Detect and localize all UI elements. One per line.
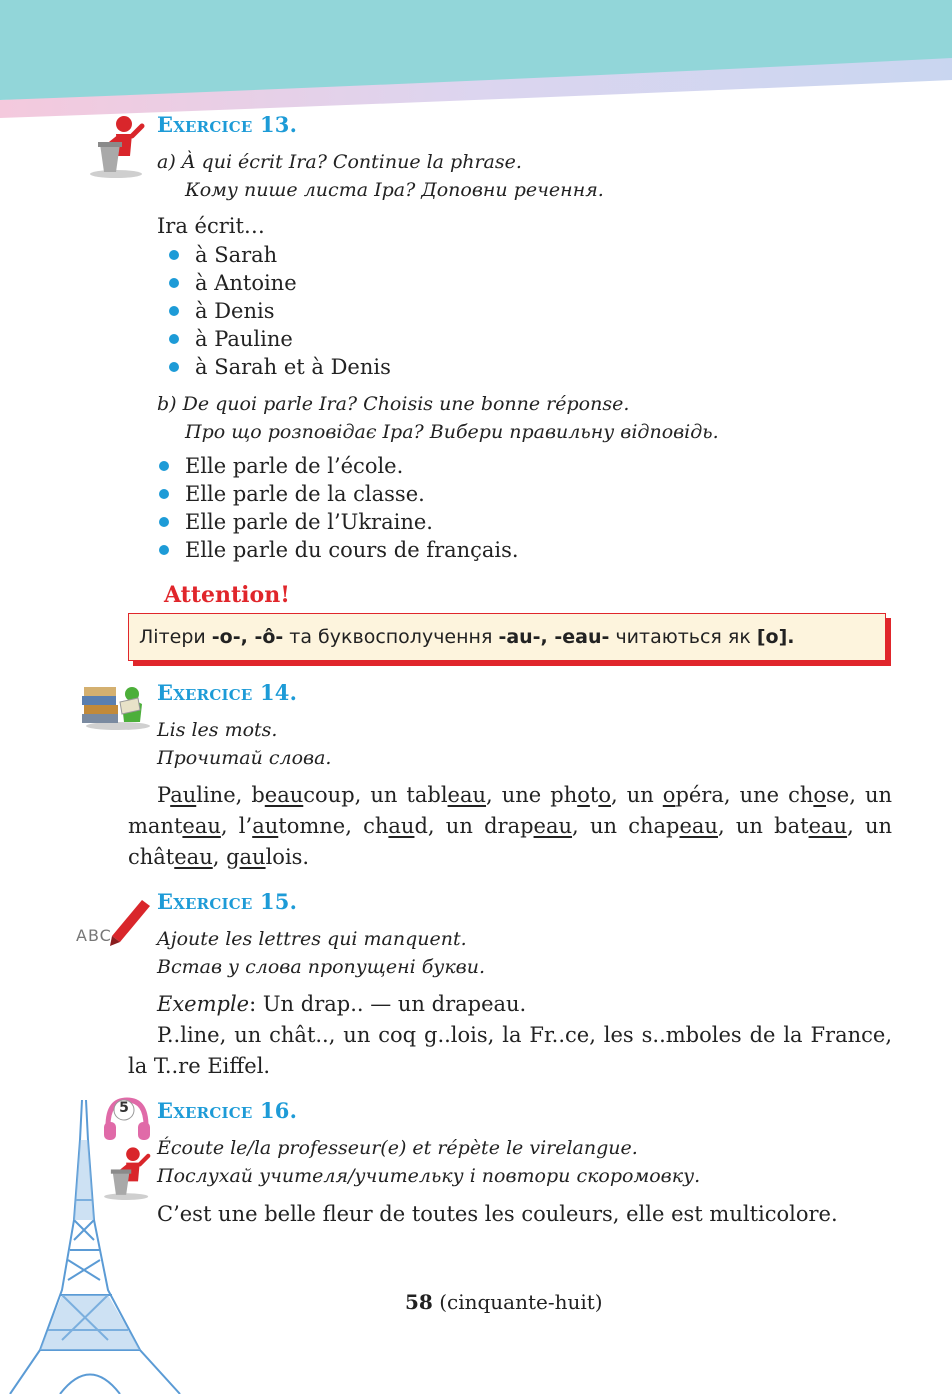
rule-text: читаються як	[609, 626, 757, 648]
exercise-15-instruction-fr: Ajoute les lettres qui manquent.	[157, 928, 467, 950]
audio-track-number: 5	[119, 1100, 129, 1116]
exercise-13-instruction-a-fr: a) À qui écrit Ira? Continue la phrase.	[157, 151, 522, 173]
answer-item: Elle parle de l’école.	[185, 454, 404, 478]
bullet-icon	[159, 517, 169, 527]
exercise-16-instruction-fr: Écoute le/la professeur(e) et répète le virelangue.	[157, 1137, 638, 1159]
exercise-15-title: Exercice 15.	[157, 889, 298, 914]
exercise-14-instruction-fr: Lis les mots.	[157, 719, 278, 741]
exercise-16-title: Exercice 16.	[157, 1098, 298, 1123]
attention-heading: Attention!	[164, 582, 290, 608]
exercise-15-example	[157, 989, 526, 1020]
option-item: à Sarah et à Denis	[195, 355, 391, 379]
exercise-13-instruction-b-uk: Про що розповідає Іра? Вибери правильну відповідь.	[185, 421, 719, 443]
bullet-icon	[159, 545, 169, 555]
teacher-lectern-icon	[86, 112, 148, 178]
rule-box	[128, 613, 886, 661]
rule-letters: -o-, -ô-	[211, 626, 284, 648]
option-item: à Pauline	[195, 327, 293, 351]
option-item: à Antoine	[195, 271, 297, 295]
exercise-13-title: Exercice 13.	[157, 112, 298, 137]
rule-combinations: -au-, -eau-	[498, 626, 610, 648]
teacher-lectern-icon	[100, 1144, 154, 1200]
page-number-digits: 58	[405, 1290, 433, 1314]
exercise-16-instruction-uk: Послухай учителя/учительку і повтори скоромовку.	[157, 1165, 701, 1187]
rule-text: та буквосполучення	[283, 626, 499, 648]
top-banner	[0, 0, 952, 130]
answer-item: Elle parle de l’Ukraine.	[185, 510, 433, 534]
exercise-16-virelangue: C’est une belle fleur de toutes les couleurs, elle est multicolore.	[157, 1202, 838, 1226]
bullet-icon	[169, 278, 179, 288]
bullet-icon	[159, 489, 169, 499]
bullet-icon	[169, 306, 179, 316]
rule-sound: [o].	[756, 626, 795, 648]
exercise-14-instruction-uk: Прочитай слова.	[157, 747, 332, 769]
bullet-icon	[169, 250, 179, 260]
page-number	[405, 1290, 603, 1314]
rule-text: Літери	[139, 626, 212, 648]
exercise-13-instruction-b-fr: b) De quoi parle Ira? Choisis une bonne réponse.	[157, 393, 630, 415]
example-text: : Un drap.. — un drapeau.	[249, 992, 527, 1016]
example-label: Exemple	[157, 992, 250, 1016]
exercise-13-lead: Ira écrit…	[157, 214, 265, 238]
answer-item: Elle parle du cours de français.	[185, 538, 519, 562]
reading-books-icon	[80, 680, 152, 730]
exercise-15-task: P..line, un chât.., un coq g..lois, la Fr..ce, les s..mboles de la France, la T..re Eiffel.	[128, 1023, 892, 1078]
abc-label: ABC	[76, 926, 112, 945]
page-number-words: (cinquante-huit)	[432, 1290, 603, 1314]
option-item: à Sarah	[195, 243, 278, 267]
bullet-icon	[169, 362, 179, 372]
bullet-icon	[169, 334, 179, 344]
bullet-icon	[159, 461, 169, 471]
answer-item: Elle parle de la classe.	[185, 482, 425, 506]
exercise-15-instruction-uk: Встав у слова пропущені букви.	[157, 956, 486, 978]
option-item: à Denis	[195, 299, 275, 323]
exercise-14-title: Exercice 14.	[157, 680, 298, 705]
exercise-13-instruction-a-uk: Кому пише листа Іра? Доповни речення.	[185, 179, 604, 201]
exercise-14-word-list: Pauline, beaucoup, un tableau, une photo, un opéra, une chose, un manteau, l’automne, chaud, un drapeau, un chapeau, un bateau, un château, gaulois.	[128, 783, 893, 869]
